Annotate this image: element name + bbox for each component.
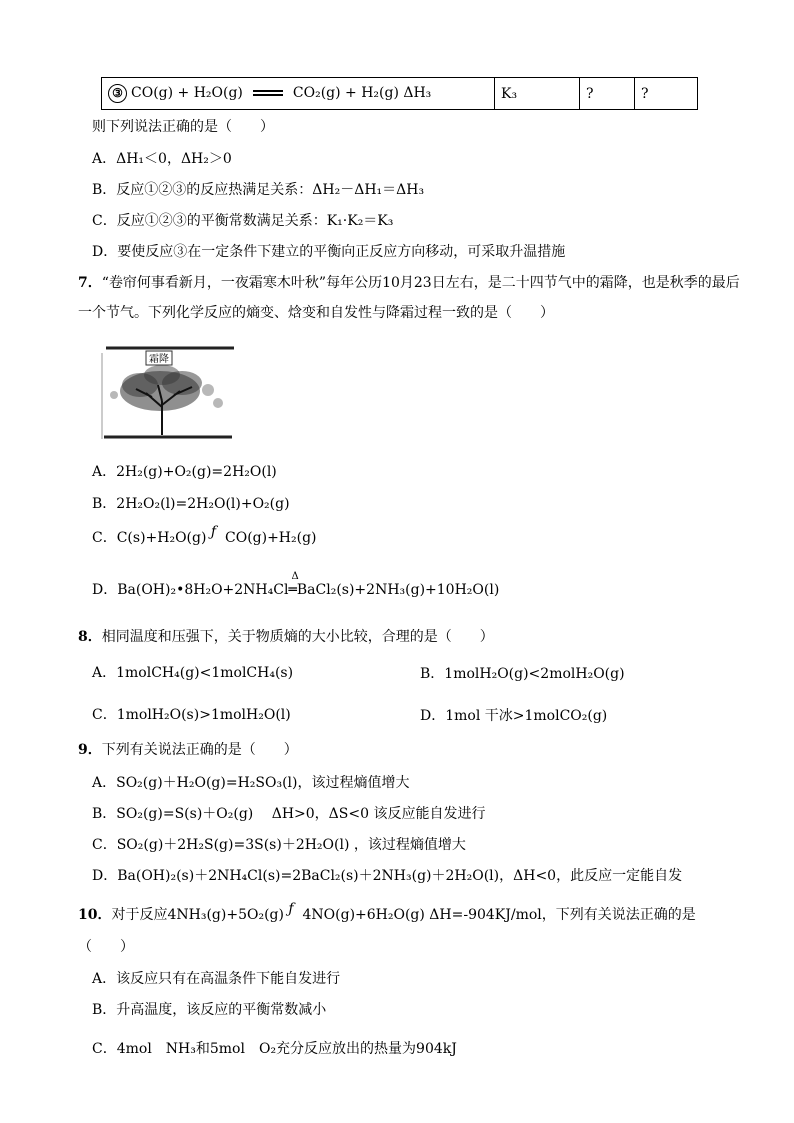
- q9-option-d: D．Ba(OH)₂(s)＋2NH₄Cl(s)=2BaCl₂(s)＋2NH₃(g)＋2H₂O(l)，ΔH<0，此反应一定能自发: [92, 868, 683, 884]
- q6-option-d: D．要使反应③在一定条件下建立的平衡向正反应方向移动，可采取升温措施: [92, 244, 566, 260]
- q7-c-right: CO(g)+H₂(g): [225, 530, 317, 546]
- unknown-cell-1: ?: [580, 78, 635, 110]
- reaction-table: [101, 77, 698, 110]
- q7-stem: [78, 268, 750, 328]
- table-row: [102, 78, 698, 110]
- q9-number: 9．: [78, 742, 102, 758]
- reaction-right: CO₂(g) + H₂(g) ΔH₃: [292, 85, 432, 101]
- q8-option-a: A．1molCH₄(g)<1molCH₄(s): [92, 665, 294, 681]
- q8-text: 相同温度和压强下，关于物质熵的大小比较，合理的是（ ）: [101, 629, 494, 645]
- heat-condition: [288, 571, 299, 600]
- q8-option-b: B．1molH₂O(g)<2molH₂O(g): [420, 666, 625, 682]
- q10-stem: [78, 901, 696, 925]
- heating-delta-icon: Δ: [291, 571, 299, 582]
- q10-text-b: 4NO(g)+6H₂O(g) ΔH=-904KJ/mol，下列有关说法正确的是: [302, 907, 696, 923]
- reaction-left: CO(g) + H₂O(g): [131, 85, 243, 101]
- q9-text: 下列有关说法正确的是（ ）: [101, 742, 298, 758]
- q8-number: 8．: [78, 629, 102, 645]
- reaction-cell: [102, 78, 495, 110]
- q7-number: 7．: [78, 275, 102, 291]
- q7-d-equals: ═: [288, 582, 297, 598]
- frost-tree-illustration: [100, 345, 236, 445]
- figure-title: 霜降: [149, 354, 169, 365]
- q10-equilibrium-glyph: ƒ: [288, 901, 294, 917]
- q9-option-a: A．SO₂(g)＋H₂O(g)=H₂SO₃(l)，该过程熵值增大: [92, 775, 410, 791]
- q10-option-b: B．升高温度，该反应的平衡常数减小: [92, 1002, 327, 1018]
- q7-c-equilibrium-glyph: ƒ: [210, 524, 217, 540]
- q10-number: 10．: [78, 907, 112, 923]
- q7-d-left: D．Ba(OH)₂•8H₂O+2NH₄Cl: [92, 582, 289, 598]
- q7-d-right: BaCl₂(s)+2NH₃(g)+10H₂O(l): [296, 582, 500, 598]
- q7-text: “卷帘何事看新月，一夜霜寒木叶秋”每年公历10月23日左右，是二十四节气中的霜降，也是秋季的最后一个节气。下列化学反应的熵变、焓变和自发性与降霜过程一致的是（ ）: [78, 275, 740, 321]
- q8-option-d: D．1mol 干冰>1molCO₂(g): [420, 708, 608, 724]
- q6-option-b: B．反应①②③的反应热满足关系：ΔH₂－ΔH₁＝ΔH₃: [92, 182, 425, 198]
- unknown-cell-2: ?: [635, 78, 698, 110]
- q8-option-c: C．1molH₂O(s)>1molH₂O(l): [92, 707, 291, 723]
- reaction-number: ③: [108, 84, 127, 103]
- q9-option-b: B．SO₂(g)=S(s)＋O₂(g) ΔH>0，ΔS<0 该反应能自发进行: [92, 806, 486, 822]
- q7-option-c: [92, 524, 317, 548]
- q7-option-a: A．2H₂(g)+O₂(g)=2H₂O(l): [92, 464, 277, 480]
- q7-c-left: C．C(s)+H₂O(g): [92, 530, 207, 546]
- q10-text-a: 对于反应4NH₃(g)+5O₂(g): [111, 907, 284, 923]
- q9-option-c: C．SO₂(g)＋2H₂S(g)=3S(s)＋2H₂O(l) ，该过程熵值增大: [92, 837, 466, 853]
- q10-option-c: C．4mol NH₃和5mol O₂充分反应放出的热量为904kJ: [92, 1041, 457, 1057]
- q9-stem: [78, 740, 298, 760]
- equilibrium-arrow-icon: [253, 89, 283, 97]
- q7-option-d: [92, 571, 500, 600]
- q7-option-b: B．2H₂O₂(l)=2H₂O(l)+O₂(g): [92, 496, 290, 512]
- q6-option-a: A．ΔH₁＜0，ΔH₂＞0: [92, 151, 232, 167]
- q10-option-a: A．该反应只有在高温条件下能自发进行: [92, 971, 341, 987]
- q6-stem: 则下列说法正确的是（ ）: [92, 119, 274, 135]
- q10-stem-bracket: （ ）: [78, 939, 134, 955]
- q6-option-c: C．反应①②③的平衡常数满足关系：K₁·K₂＝K₃: [92, 213, 394, 229]
- k-cell: K₃: [495, 78, 580, 110]
- q8-stem: [78, 627, 494, 647]
